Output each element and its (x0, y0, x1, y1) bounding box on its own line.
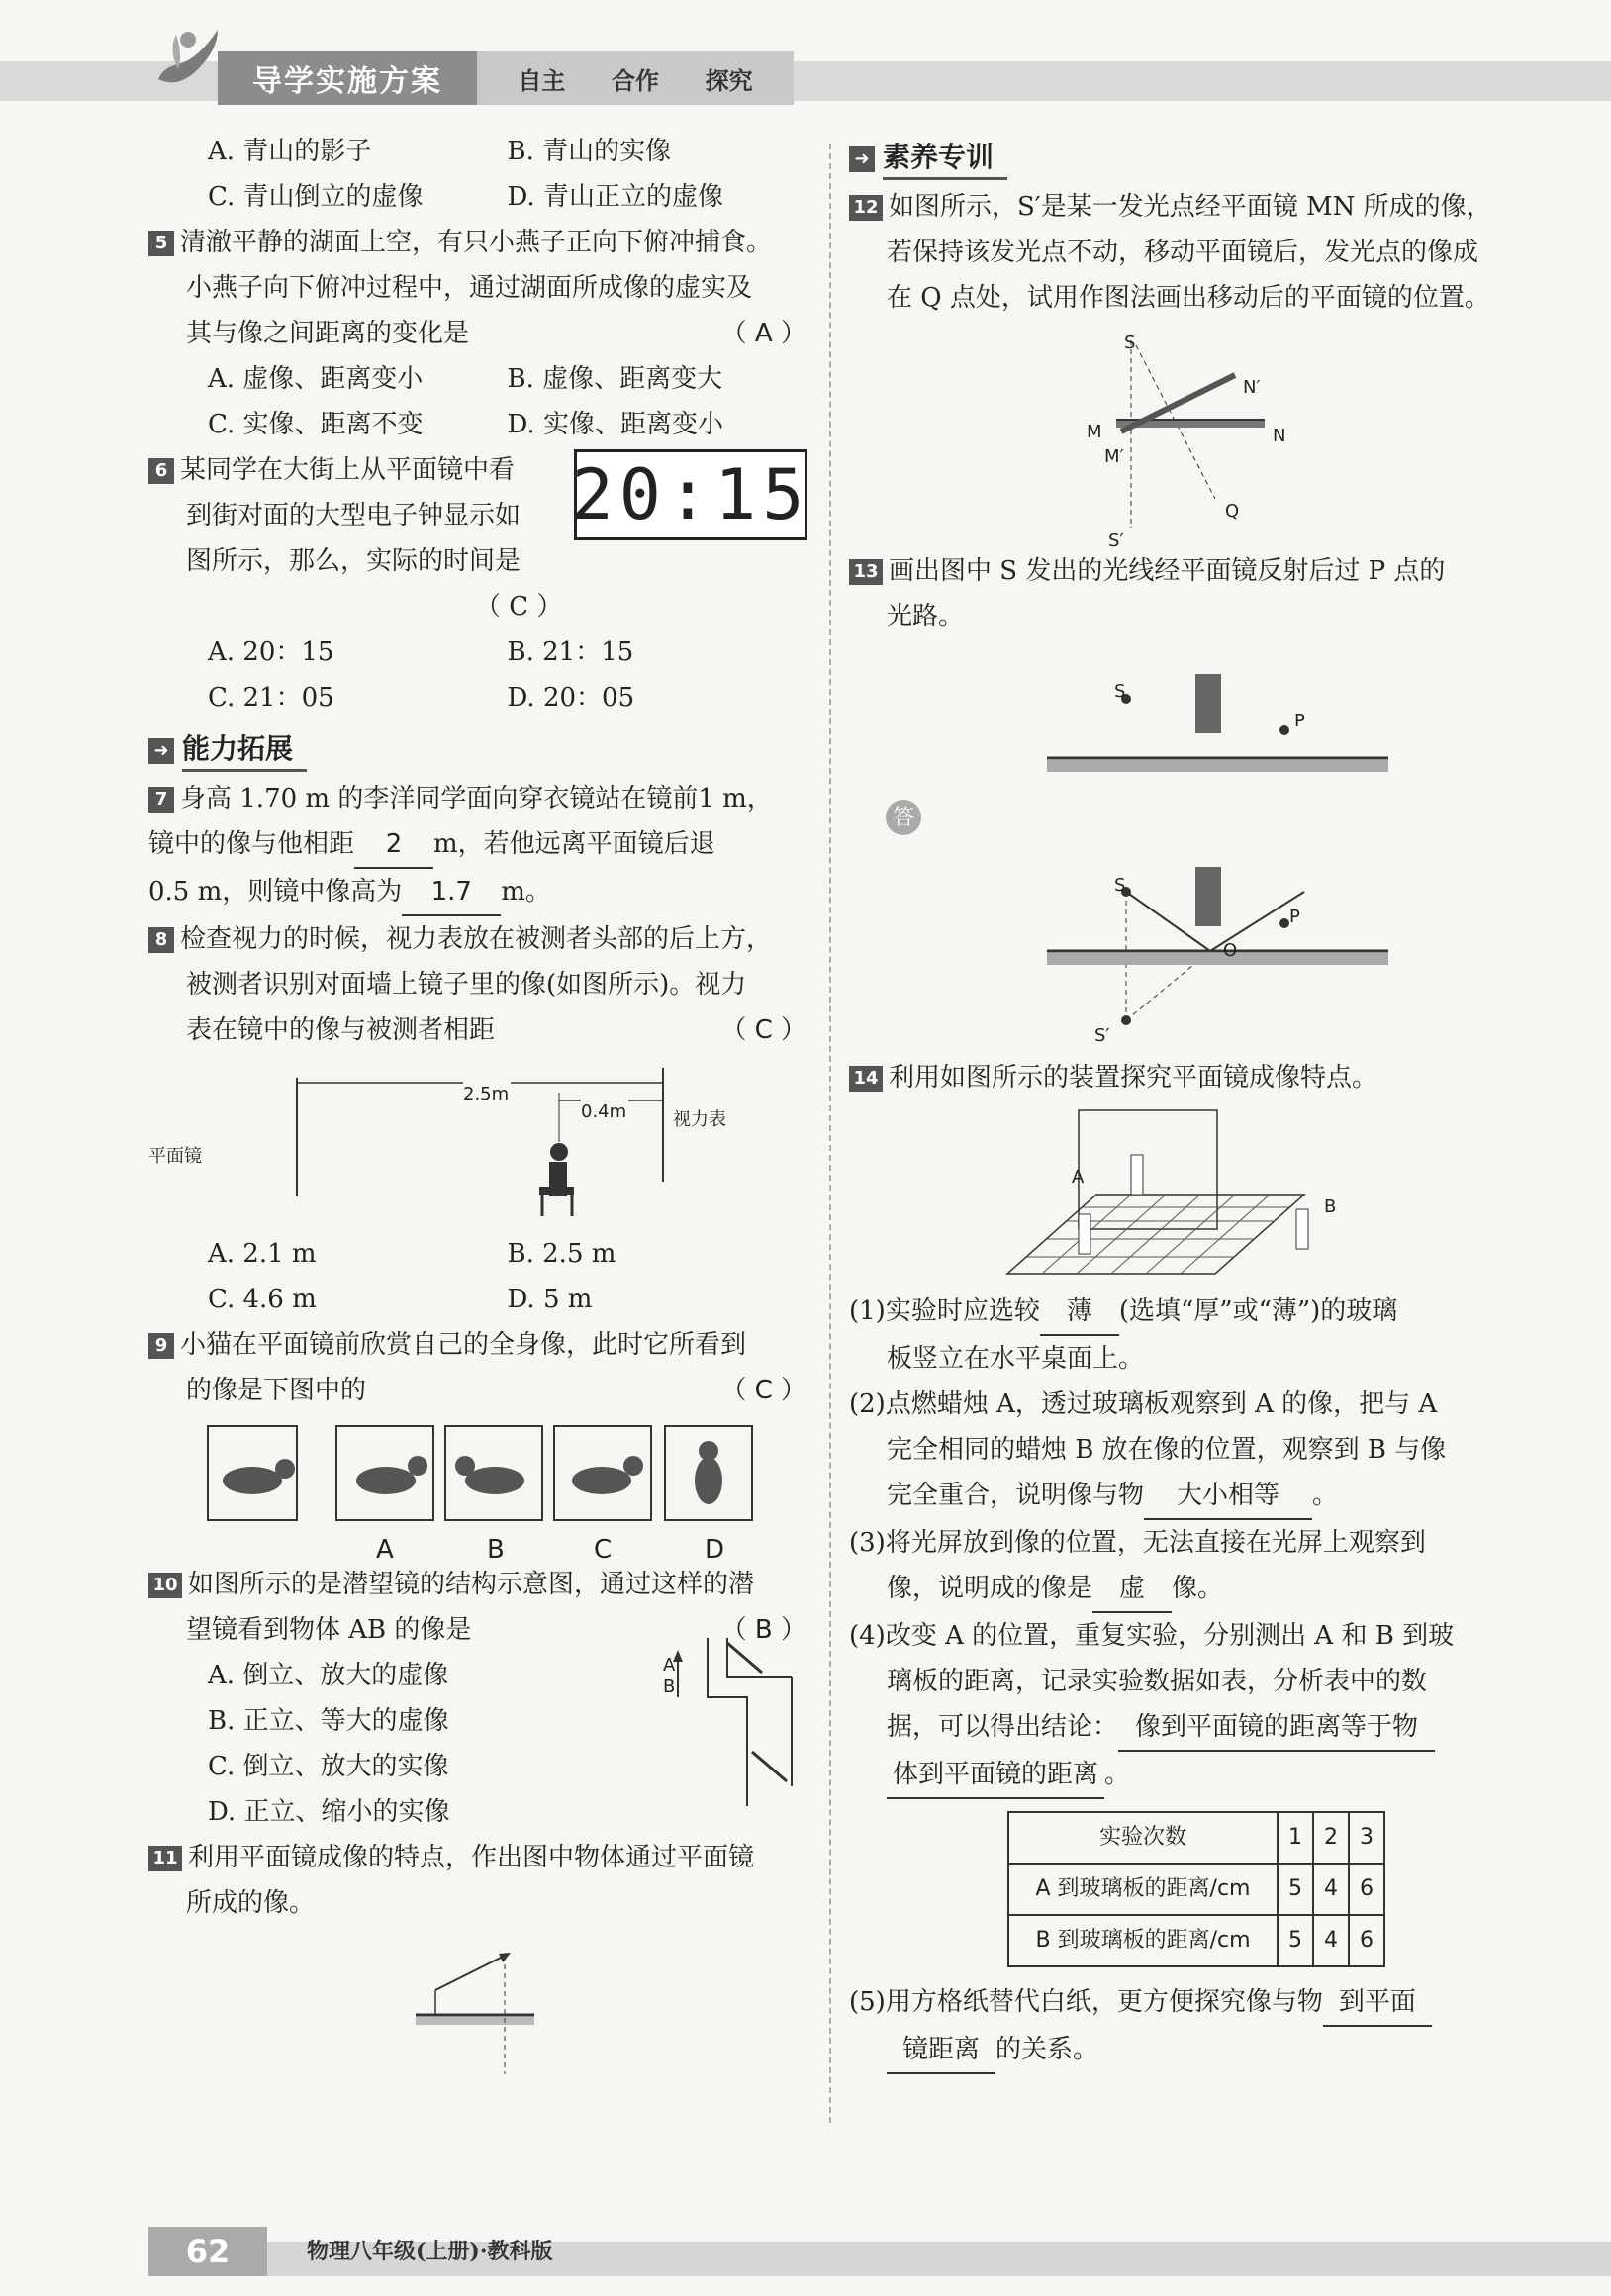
q8-options-row2 (148, 1277, 806, 1322)
q6-options-row2 (148, 675, 806, 720)
q14-part1: (1)实验时应选较 薄 (选填“厚”或“薄”)的玻璃 (849, 1289, 1517, 1336)
q10-line1: 10 如图所示的是潜望镜的结构示意图，通过这样的潜 (148, 1562, 806, 1607)
cat-images: A B C D (148, 1413, 806, 1562)
q8-answer: （ C ） (720, 1015, 806, 1045)
q6-option-a: A. 20：15 (208, 637, 334, 667)
arrow-icon: ➜ (148, 738, 174, 764)
table-row: B 到玻璃板的距离/cm 5 4 6 (1008, 1915, 1384, 1966)
clock-display: 20:15 (574, 449, 807, 540)
q6-option-d: D. 20：05 (507, 683, 635, 713)
q14-fill2: 大小相等 (1144, 1473, 1312, 1520)
q7-number: 7 (148, 787, 174, 813)
q11-number: 11 (148, 1846, 182, 1871)
q4-option-b: B. 青山的实像 (507, 137, 672, 166)
q6-options-row1 (148, 629, 806, 675)
q5-option-c: C. 实像、距离不变 (208, 410, 424, 439)
q7-fill2: 1.7 (402, 869, 501, 916)
q10-answer: （ B ） (720, 1615, 806, 1645)
q5-option-d: D. 实像、距离变小 (507, 410, 723, 439)
q5-line1: 5 清澈平静的湖面上空，有只小燕子正向下俯冲捕食。 (148, 220, 806, 265)
q7-line1: 7 身高 1.70 m 的李洋同学面向穿衣镜站在镜前1 m， (148, 776, 806, 821)
tag-cooperate: 合作 (611, 66, 659, 95)
q4-option-c: C. 青山倒立的虚像 (208, 182, 424, 212)
q12-number: 12 (849, 195, 883, 221)
periscope-label-b: B (663, 1676, 676, 1697)
q10-number: 10 (148, 1573, 182, 1598)
data-table (1007, 1811, 1385, 1967)
left-column: A. 青山的影子 B. 青山的实像 C. 青山倒立的虚像 D. 青山正立的虚像 5 清澈平静的湖面上空，有只小燕子正向下俯冲捕食。 小燕子向下俯冲过程中，通过湖面所成像的虚实及 其与像之间距离的变化是 （ A ） A. 虚像、距离变小 B. 虚像、距离变大 C. 实像、距离不变 D. 实像、距离变小 6 某同学在大街上从平面镜中看 到街对面的大型电子钟显示如 图所示，那么，实际的时间是 （ C ） 20:15 A. 20：15 B. 21：15 C. 21：05 D. 20：05 ➜ 能力拓展 7 身高 1.70 m 的李洋同学面向穿衣镜站在镜前1 m， 镜中的像与他相距 2 m，若他远离平面镜后退 0.5 m，则镜中像高为 1.7 m。 8 检查视力的时候，视力表放在被测者头部的后上方， 被测者识别对面墙上镜子里的像(如图所示)。视力 表在镜中的像与被测者相距 （ C ） 2.5m 0.4m 平面镜 视力表 A. 2.1 m B. 2.5 m C. 4.6 m D. 5 m 9 小猫在平面镜前欣赏自己的全身像，此时它所看到 的像是下图中的 （ C ） A B C D 10 如图所示的是潜望镜的结构示意图，通过这样的潜 望镜看到物体 AB 的像是 （ B ） A. 倒立、放大的虚像 B. 正立、等大的虚像 C. 倒立、放大的实像 D. 正立、缩小的实像 A B 11 利用平面镜成像的特点，作出图中物体通过平面镜 所成的像。 (148, 129, 806, 2099)
q14-fill1: 薄 (1040, 1289, 1119, 1336)
q6-option-c: C. 21：05 (208, 683, 334, 713)
q14-line1: 14 利用如图所示的装置探究平面镜成像特点。 (849, 1055, 1517, 1100)
page-header (0, 0, 1611, 109)
q14-part5: (5)用方格纸替代白纸，更方便探究像与物 到平面 (849, 1979, 1517, 2027)
q4-option-a: A. 青山的影子 (208, 137, 372, 166)
q9-answer: （ C ） (720, 1376, 806, 1405)
q5-line2: 小燕子向下俯冲过程中，通过湖面所成像的虚实及 (186, 273, 753, 303)
leaf-logo-icon (148, 20, 228, 99)
q14-fill5a: 到平面 (1323, 1979, 1432, 2027)
periscope-label-a: A (663, 1655, 676, 1675)
q13-line1: 13 画出图中 S 发出的光线经平面镜反射后过 P 点的 (849, 548, 1517, 594)
page-number: 62 (148, 2227, 267, 2276)
tag-explore: 探究 (705, 66, 753, 95)
section-literacy: ➜ 素养专训 (849, 135, 1517, 180)
q13-diagrams (849, 639, 1517, 1055)
q7-fill1: 2 (354, 821, 433, 869)
table-row: 实验次数 1 2 3 (1008, 1812, 1384, 1864)
q7-line2: 镜中的像与他相距 2 m，若他远离平面镜后退 (148, 821, 806, 869)
tag-self: 自主 (518, 66, 566, 95)
q13-figure: S P 答 S P O S′ (849, 639, 1517, 1055)
q4-options-row2 (148, 174, 806, 220)
q12-mirror-diagram (849, 321, 1517, 548)
q5-options-row1 (148, 356, 806, 402)
q8-option-d: D. 5 m (507, 1285, 593, 1314)
header-tags (477, 51, 794, 105)
q14-fill4a: 像到平面镜的距离等于物 (1118, 1704, 1435, 1752)
q5-answer: （ A ） (720, 319, 806, 348)
column-divider (829, 144, 831, 2123)
q5-number: 5 (148, 231, 174, 256)
q11-line1: 11 利用平面镜成像的特点，作出图中物体通过平面镜 (148, 1835, 806, 1880)
q5-option-b: B. 虚像、距离变大 (507, 364, 723, 394)
chart-label: 视力表 (673, 1109, 726, 1130)
q14-number: 14 (849, 1066, 883, 1092)
q13-number: 13 (849, 559, 883, 585)
cat-image-boxes (148, 1421, 806, 1530)
header-brand: 导学实施方案 (218, 51, 477, 105)
q11-mirror-diagram (416, 1936, 554, 2084)
section-ability: ➜ 能力拓展 (148, 726, 806, 772)
q8-option-c: C. 4.6 m (208, 1285, 317, 1314)
q8-line1: 8 检查视力的时候，视力表放在被测者头部的后上方， (148, 916, 806, 962)
q4-option-d: D. 青山正立的虚像 (507, 182, 723, 212)
q6-block: 6 某同学在大街上从平面镜中看 到街对面的大型电子钟显示如 图所示，那么，实际的时间是 （ C ） 20:15 (148, 447, 806, 629)
q8-option-a: A. 2.1 m (208, 1239, 317, 1269)
q12-line1: 12 如图所示，S′是某一发光点经平面镜 MN 所成的像， (849, 184, 1517, 230)
right-column: ➜ 素养专训 12 如图所示，S′是某一发光点经平面镜 MN 所成的像， 若保持该发光点不动，移动平面镜后，发光点的像成 在 Q 点处，试用作图法画出移动后的平面镜的位置。 S S′ M M′ N N′ Q 13 画出图中 S 发出的光线经平面镜反射后过 P 点的 光路。 S P 答 S P O S′ 14 利用如图所示的装置探究平面镜成像特点。 A B (1)实验时应选较 薄 (选填“厚”或“薄”)的玻璃 板竖立在水平桌面上。 (2)点燃蜡烛 A，透过玻璃板观察到 A 的像，把与 A 完全相同的蜡烛 B 放在像的位置，观察到 B 与像 完全重合，说明像与物 大小相等 。 (3)将光屏放到像的位置，无法直接在光屏上观察到 像，说明成的像是 虚 像。 (4)改变 A 的位置，重复实验，分别测出 A 和 B 到玻 璃板的距离，记录实验数据如表，分析表中的数 据，可以得出结论： 像到平面镜的距离等于物 体到平面镜的距离 。 实验次数 1 2 3 A 到玻璃板的距离/cm 5 4 6 B 到玻璃板的距离/cm 5 4 6 (5)用方格纸替代白纸，更方便探究像与物 到平面 镜距离 的关系。 (849, 129, 1517, 2074)
answer-mark: 答 (893, 806, 915, 830)
q8-number: 8 (148, 927, 174, 953)
q14-fill5b: 镜距离 (887, 2027, 995, 2074)
q5-options-row2 (148, 402, 806, 447)
q12-figure: S S′ M M′ N N′ Q (849, 321, 1517, 548)
q6-number: 6 (148, 458, 174, 484)
q14-figure: A B (849, 1100, 1517, 1289)
q8-figure (148, 1053, 806, 1231)
q6-answer: （ C ） (475, 592, 563, 622)
table-row: A 到玻璃板的距离/cm 5 4 6 (1008, 1864, 1384, 1915)
q5-line3: 其与像之间距离的变化是 （ A ） (148, 311, 806, 356)
book-title: 物理八年级(上册)·教科版 (307, 2239, 553, 2264)
q5-option-a: A. 虚像、距离变小 (208, 364, 424, 394)
q9-number: 9 (148, 1333, 174, 1359)
q8-option-b: B. 2.5 m (507, 1239, 616, 1269)
q7-line3: 0.5 m，则镜中像高为 1.7 m。 (148, 869, 806, 916)
q10-options: A. 倒立、放大的虚像 B. 正立、等大的虚像 C. 倒立、放大的实像 D. 正立、缩小的实像 A B (148, 1653, 806, 1835)
q14-fill3: 虚 (1092, 1566, 1172, 1613)
q14-fill4b: 体到平面镜的距离 (887, 1752, 1104, 1799)
mirror-label: 平面镜 (148, 1146, 202, 1167)
distance-label-2: 0.4m (581, 1101, 627, 1122)
q4-options-row1 (148, 129, 806, 174)
arrow-icon: ➜ (849, 146, 875, 172)
distance-label-1: 2.5m (463, 1084, 510, 1104)
q9-line1: 9 小猫在平面镜前欣赏自己的全身像，此时它所看到 (148, 1322, 806, 1368)
candle-experiment-diagram (849, 1100, 1517, 1289)
q8-options-row1 (148, 1231, 806, 1277)
q6-option-b: B. 21：15 (507, 637, 634, 667)
